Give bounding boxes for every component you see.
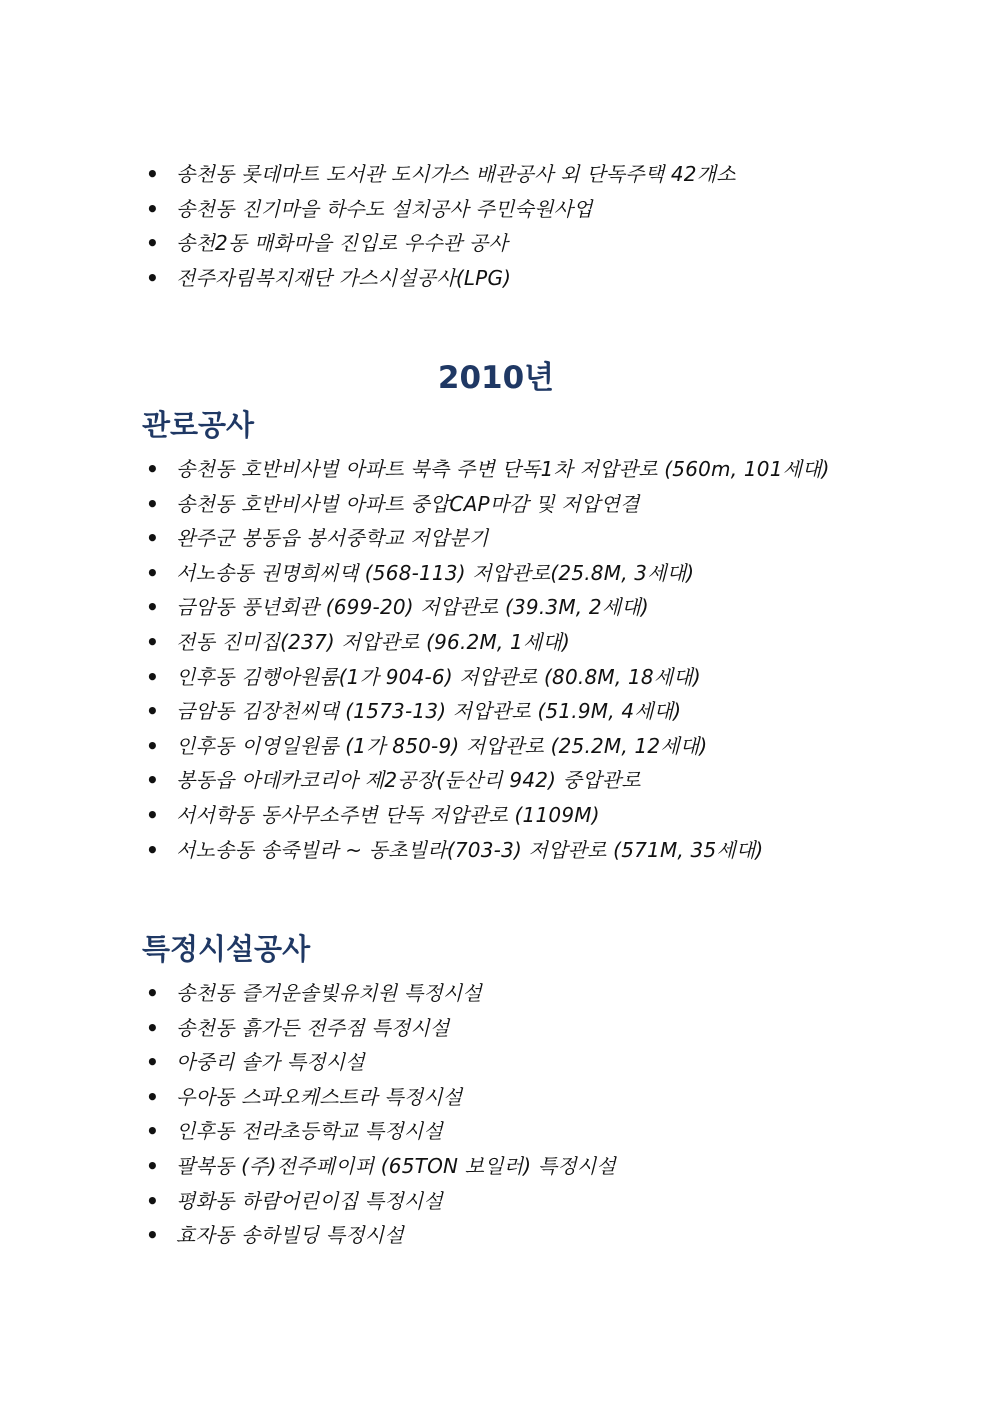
list-item-text: 송천동 호반비사벌 아파트 북측 주변 단독1차 저압관로 (560m, 101세대) bbox=[176, 457, 830, 481]
list-item-text: 평화동 하람어린이집 특정시설 bbox=[176, 1188, 443, 1213]
bullet-icon: • bbox=[146, 1223, 159, 1248]
list-item-text: 인후동 김행아원룸(1가 904-6) 저압관로 (80.8M, 18세대) bbox=[176, 664, 701, 689]
list-item-text: 송천동 롯데마트 도서관 도시가스 배관공사 외 단독주택 42개소 bbox=[176, 162, 736, 186]
year-heading: 2010년 bbox=[437, 360, 555, 396]
list-item bbox=[146, 833, 866, 868]
list-item-text: 인후동 이영일원룸 (1가 850-9) 저압관로 (25.2M, 12세대) bbox=[176, 733, 708, 758]
bullet-icon: • bbox=[146, 526, 159, 551]
bullet-icon: • bbox=[146, 664, 159, 689]
list-item bbox=[146, 1149, 866, 1184]
bullet-icon: • bbox=[146, 560, 159, 585]
list-item-text: 전주자림복지재단 가스시설공사(LPG) bbox=[176, 265, 512, 290]
list-item bbox=[146, 625, 866, 660]
list-item bbox=[146, 1218, 866, 1253]
list-item-text: 송천동 진기마을 하수도 설치공사 주민숙원사업 bbox=[176, 196, 593, 221]
list-item-text: 팔복동 (주)전주페이퍼 (65TON 보일러) 특정시설 bbox=[176, 1153, 616, 1178]
bullet-icon: • bbox=[146, 1050, 159, 1075]
list-item-text: 효자동 송하빌딩 특정시설 bbox=[176, 1223, 404, 1248]
bullet-icon: • bbox=[146, 981, 159, 1005]
list-item bbox=[146, 729, 866, 764]
list-item-text: 봉동읍 아데카코리아 제2공장(둔산리 942) 중압관로 bbox=[176, 768, 641, 793]
list-item bbox=[146, 590, 866, 625]
bullet-icon: • bbox=[146, 802, 159, 827]
list-item bbox=[146, 1011, 866, 1046]
list-item bbox=[146, 226, 866, 261]
list-item bbox=[146, 694, 866, 729]
list-item bbox=[146, 1184, 866, 1219]
bullet-icon: • bbox=[146, 595, 159, 620]
bullet-icon: • bbox=[146, 457, 159, 481]
list-item bbox=[146, 763, 866, 798]
list-item bbox=[146, 1080, 866, 1115]
bullet-icon: • bbox=[146, 629, 159, 654]
list-item-text: 아중리 솔가 특정시설 bbox=[176, 1050, 365, 1075]
bullet-icon: • bbox=[146, 768, 159, 793]
list-item bbox=[146, 521, 866, 556]
list-item bbox=[146, 452, 866, 487]
pipe-work-bullet-list bbox=[146, 452, 866, 867]
bullet-icon: • bbox=[146, 733, 159, 758]
list-item bbox=[146, 1045, 866, 1080]
bullet-icon: • bbox=[146, 699, 159, 724]
bullet-icon: • bbox=[146, 1188, 159, 1213]
list-item bbox=[146, 976, 866, 1011]
list-item-text: 송천동 즐거운솔빛유치원 특정시설 bbox=[176, 981, 482, 1005]
section-heading-pipe-work: 관로공사 bbox=[142, 408, 255, 442]
list-item-text: 송천2동 매화마을 진입로 우수관 공사 bbox=[176, 231, 508, 256]
bullet-icon: • bbox=[146, 162, 159, 186]
section-heading-special-facility: 특정시설공사 bbox=[142, 932, 311, 966]
list-item-text: 완주군 봉동읍 봉서중학교 저압분기 bbox=[176, 526, 489, 551]
list-item-text: 서노송동 송죽빌라 ~ 동초빌라(703-3) 저압관로 (571M, 35세대) bbox=[176, 837, 764, 862]
bullet-icon: • bbox=[146, 231, 159, 256]
list-item-text: 송천동 흙가든 전주점 특정시설 bbox=[176, 1015, 450, 1040]
bullet-icon: • bbox=[146, 491, 159, 516]
list-item-text: 인후동 전라초등학교 특정시설 bbox=[176, 1119, 443, 1144]
list-item bbox=[146, 157, 866, 192]
list-item bbox=[146, 798, 866, 833]
list-item bbox=[146, 1114, 866, 1149]
bullet-icon: • bbox=[146, 1119, 159, 1144]
bullet-icon: • bbox=[146, 265, 159, 290]
list-item-text: 금암동 풍년회관 (699-20) 저압관로 (39.3M, 2세대) bbox=[176, 595, 649, 620]
list-item bbox=[146, 556, 866, 591]
special-facility-bullet-list bbox=[146, 976, 866, 1253]
list-item bbox=[146, 487, 866, 522]
list-item-text: 전동 진미집(237) 저압관로 (96.2M, 1세대) bbox=[176, 629, 571, 654]
list-item bbox=[146, 261, 866, 296]
list-item bbox=[146, 192, 866, 227]
list-item-text: 서서학동 동사무소주변 단독 저압관로 (1109M) bbox=[176, 802, 600, 827]
bullet-icon: • bbox=[146, 837, 159, 862]
list-item-text: 송천동 호반비사벌 아파트 중압CAP마감 및 저압연결 bbox=[176, 491, 640, 516]
list-item-text: 서노송동 권명희씨댁 (568-113) 저압관로(25.8M, 3세대) bbox=[176, 560, 695, 585]
list-item-text: 금암동 김장천씨댁 (1573-13) 저압관로 (51.9M, 4세대) bbox=[176, 699, 682, 724]
bullet-icon: • bbox=[146, 1015, 159, 1040]
bullet-icon: • bbox=[146, 196, 159, 221]
bullet-icon: • bbox=[146, 1084, 159, 1109]
intro-bullet-list bbox=[146, 157, 866, 295]
list-item-text: 우아동 스파오케스트라 특정시설 bbox=[176, 1084, 463, 1109]
bullet-icon: • bbox=[146, 1153, 159, 1178]
list-item bbox=[146, 660, 866, 695]
